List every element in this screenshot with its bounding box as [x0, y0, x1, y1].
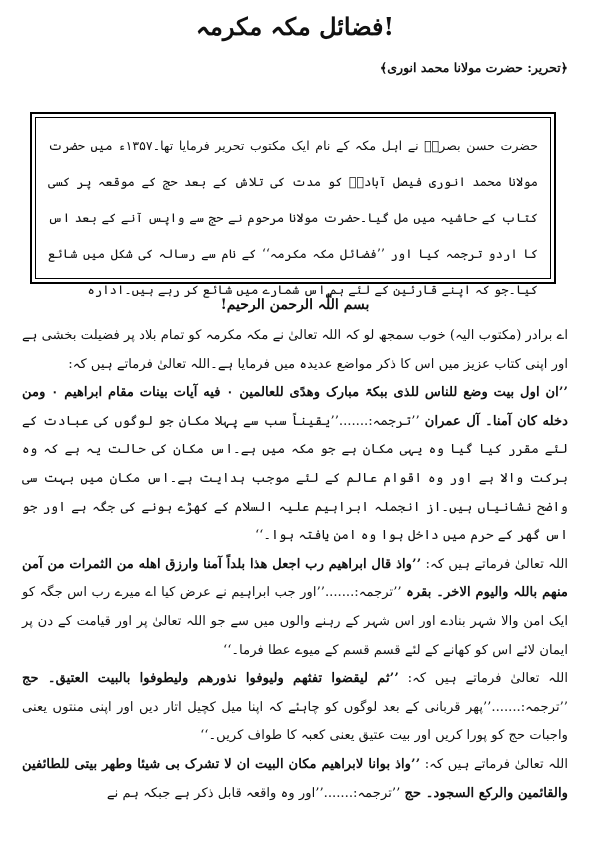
- article-title: فضائل مکہ مکرمہ!: [195, 12, 395, 41]
- bismillah-heading: بسم اللّٰہ الرحمن الرحیم!: [220, 297, 370, 313]
- article-body: [22, 322, 568, 808]
- article-author: ﴿تحریر: حضرت مولانا محمد انوری﴾: [379, 60, 568, 75]
- quran-verse-baqarah: ’’واذ قال ابراھیم رب اجعل ھذا بلداً آمنا وارزق اھله من الثمرات من آمن منھم باللہ والیوم الاخر۔ بقرہ: [22, 556, 568, 601]
- body-paragraph-3: [22, 551, 568, 665]
- body-paragraph-4: [22, 665, 568, 751]
- translation-baqarah: ’’ترجمہ:.......’’اور جب ابراہیم نے عرض کیا اے میرے رب اس جگہ کو ایک امن والا شہر بنادے اور اس شہر کے رہنے والوں میں سے جو اللہ تعالیٰ پر اور قیامت کے دن پر ایمان لائے اس کو کھانے کے لئے قسم قسم کے میوے عطا فرما۔‘‘: [22, 585, 568, 658]
- body-paragraph-2: [22, 379, 568, 551]
- quran-verse-hajj-1: ’’ثم لیقضوا تفثھم ولیوفوا نذورھم ولیطوفوا بالبیت العتیق۔ حج: [22, 671, 399, 687]
- verse-intro: اللہ تعالیٰ فرماتے ہیں کہ:: [425, 556, 569, 572]
- translation-hajj-1: ’’ترجمہ:.......’’پھر قربانی کے بعد لوگوں کو چاہئے کہ اپنا میل کچیل اتار دیں اور اپنی منتوں یعنی واجبات حج کو پورا کریں اور بیت عتیق یعنی کعبہ کا طواف کریں۔‘‘: [22, 699, 568, 744]
- verse-intro: اللہ تعالیٰ فرماتے ہیں کہ:: [407, 671, 568, 687]
- editorial-note-text: حضرت حسن بصریؒ نے اہل مکہ کے نام ایک مکتوب تحریر فرمایا تھا۔۱۳۵۷ء میں حضرت مولانا محمد انوری فیصل آبادیؒ کو مدت کی تلاش کے بعد حج کے موقعہ پر کسی کتاب کے حاشیہ میں مل گیا۔حضرت مولانا مرحوم نے حج سے واپس آنے کے بعد اس کا اردو ترجمہ کیا اور ’’فضائل مکہ مکرمہ‘‘ کے نام سے رسالہ کی شکل میں شائع کیا۔جو کہ اپنے قارئین کے لئے ہم اس شمارے میں شائع کر رہے ہیں۔ادارہ: [48, 138, 539, 297]
- verse-intro: اللہ تعالیٰ فرماتے ہیں کہ:: [424, 756, 568, 772]
- body-paragraph-5: [22, 751, 568, 808]
- quran-verse-aal-imran: ’’ان اول بیت وضع للناس للذی ببکۃ مبارک وھدًی للعالمین ۰ فیه آیات بینات مقام ابراھیم ۰ ومن دخله کان آمنا۔ آل عمران: [22, 385, 569, 429]
- quran-verse-hajj-2: ’’واذ بوانا لابراھیم مکان البیت ان لا تشرک بی شیئا وطھر بیتی للطائفین والقائمین والرکع السجود۔ حج: [22, 756, 568, 801]
- editorial-note-box: [30, 112, 556, 297]
- translation-aal-imran: ’’ترجمہ:.......’’یقیناً سب سے پہلا مکان جو لوگوں کی عبادت کے لئے مقرر کیا گیا وہ یہی مکان ہے جو مکہ میں ہے۔اس مکان کی حالت یہ ہے کہ وہ برکت والا ہے اور وہ اقوام عالم کے لئے موجب ہدایت ہے۔اس مکان میں بہت سی واضح نشانیاں ہیں۔از انجملہ ابراہیم علیہ السلام کے کھڑے ہونے کی جگہ ہے اور جو اس گھر کے حرم میں داخل ہوا وہ امن یافتہ ہوا۔‘‘: [22, 413, 568, 544]
- body-paragraph-1: اے برادر (مکتوب الیہ) خوب سمجھ لو کہ اللہ تعالیٰ نے مکہ مکرمہ کو تمام بلاد پر فضیلت بخشی ہے اور اپنی کتاب عزیز میں اس کا ذکر مواضع عدیدہ میں فرمایا ہے۔اللہ تعالیٰ فرماتے ہیں کہ:: [22, 328, 568, 372]
- translation-hajj-2: ’’ترجمہ:.......’’اور وہ واقعہ قابل ذکر ہے جبکہ ہم نے: [106, 785, 401, 801]
